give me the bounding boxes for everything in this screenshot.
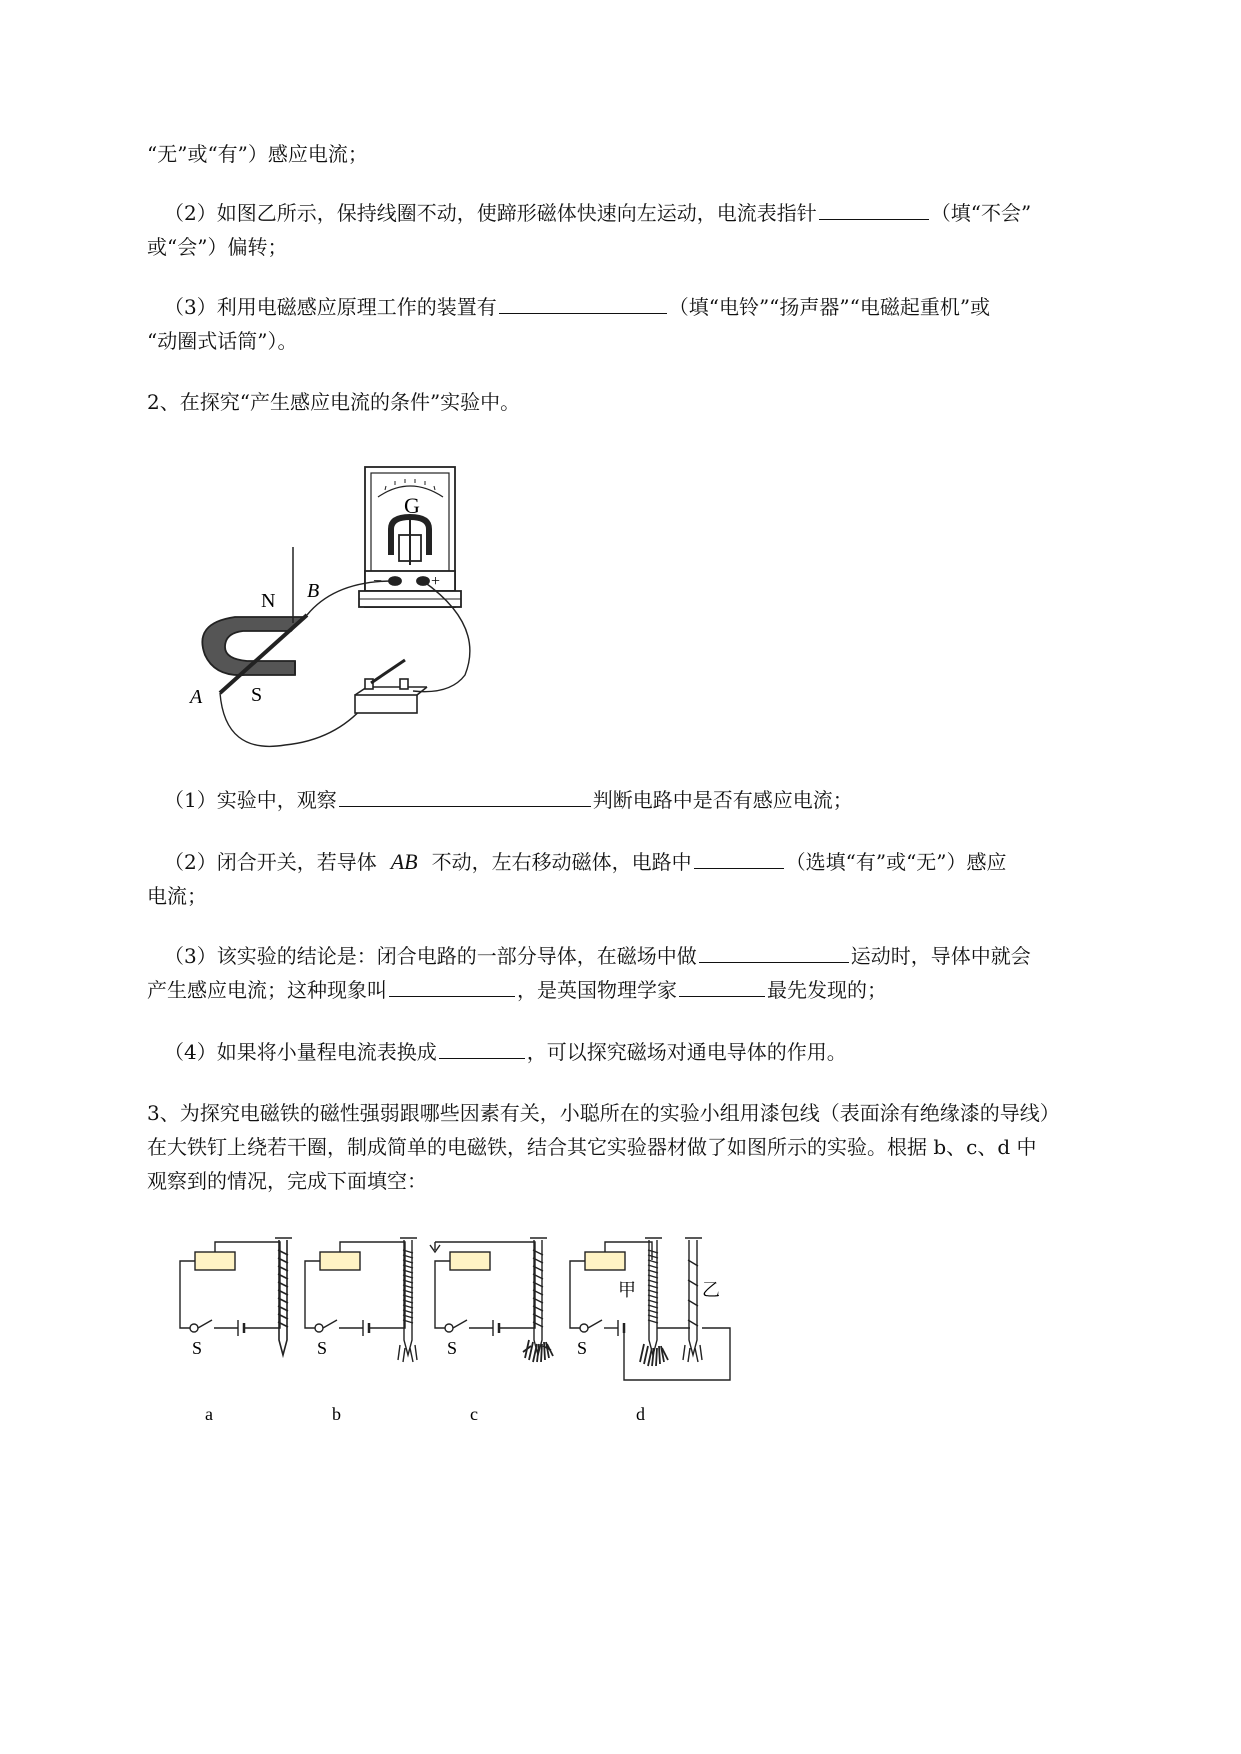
q1-part-3-hint: （填“电铃”“扬声器”“电磁起重机”或 [668, 295, 991, 319]
switch [355, 660, 427, 713]
caption-d: d [636, 1404, 645, 1424]
q2-part-1-text: （1）实验中，观察 [164, 788, 337, 812]
answer-blank[interactable] [679, 976, 765, 997]
q3-line-1: 3、为探究电磁铁的磁性强弱跟哪些因素有关，小聪所在的实验小组用漆包线（表面涂有绝缘漆的导线） [147, 1101, 1060, 1125]
q2-part-3-text: （3）该实验的结论是：闭合电路的一部分导体，在磁场中做 [164, 944, 697, 968]
q2-part-2-cont: 电流； [147, 884, 207, 908]
q2-part-3-text-4: 最先发现的； [767, 978, 887, 1002]
caption-a: a [205, 1404, 213, 1424]
answer-blank[interactable] [699, 942, 849, 963]
q1-part-2-text: （2）如图乙所示，保持线圈不动，使蹄形磁体快速向左运动，电流表指针 [164, 201, 817, 225]
q2-part-3-text-3: ，是英国物理学家 [517, 978, 677, 1002]
answer-blank[interactable] [499, 293, 667, 314]
q1-part-3-text: （3）利用电磁感应原理工作的装置有 [164, 295, 497, 319]
q2-part-3-cont [147, 976, 887, 1004]
q3-line-2: 在大铁钉上绕若干圈，制成简单的电磁铁，结合其它实验器材做了如图所示的实验。根据 b、c、d 中 [147, 1135, 1037, 1159]
horseshoe-magnet [202, 617, 303, 675]
q1-part-3 [164, 293, 990, 321]
galvanometer-label-g: G [404, 493, 420, 518]
q2-part-3 [164, 942, 1031, 970]
circuit-a [180, 1242, 280, 1336]
q2-part-2-mid: 不动，左右移动磁体，电路中 [431, 850, 692, 874]
q3-line-3: 观察到的情况，完成下面填空： [147, 1169, 427, 1193]
circuit-d [570, 1238, 730, 1380]
answer-blank[interactable] [389, 976, 515, 997]
q2-part-2-hint: （选填“有”或“无”）感应 [785, 850, 1007, 874]
q1-part-2-cont: 或“会”）偏转； [147, 235, 288, 259]
conductor-label-a: A [190, 686, 203, 708]
q2-title: 2、在探究“产生感应电流的条件”实验中。 [147, 390, 521, 414]
q2-part-1 [164, 786, 853, 814]
q2-part-1-tail: 判断电路中是否有感应电流； [592, 788, 853, 812]
answer-blank[interactable] [439, 1038, 525, 1059]
answer-blank[interactable] [694, 848, 784, 869]
switch-label-b: S [317, 1338, 328, 1358]
q2-part-3-text-2: 产生感应电流；这种现象叫 [147, 978, 387, 1002]
q1-part-2 [164, 199, 1031, 227]
terminal-minus-label: − [373, 573, 383, 590]
switch-label-a: S [192, 1338, 203, 1358]
coil-label-jia: 甲 [618, 1280, 636, 1300]
magnet-label-s: S [251, 684, 263, 706]
answer-blank[interactable] [819, 199, 929, 220]
q3-figure-electromagnet-experiments [170, 1220, 810, 1430]
q2-part-4 [164, 1038, 847, 1066]
terminal-plus-label: + [431, 573, 441, 590]
q1-part-3-cont: “动圈式话筒”）。 [147, 329, 298, 353]
coil-a [275, 1238, 292, 1355]
switch-label-c: S [447, 1338, 458, 1358]
q2-figure-induction-apparatus [190, 455, 575, 755]
magnet-label-n: N [261, 590, 276, 612]
q2-part-2 [164, 848, 1007, 876]
q2-part-4-tail: ，可以探究磁场对通电导体的作用。 [526, 1040, 847, 1064]
conductor-ab-label: AB [390, 849, 418, 874]
q2-part-4-text: （4）如果将小量程电流表换成 [164, 1040, 437, 1064]
answer-blank[interactable] [339, 786, 591, 807]
q2-part-3-tail: 运动时，导体中就会 [850, 944, 1031, 968]
q1-part-2-hint: （填“不会” [930, 201, 1032, 225]
q1-line-1: “无”或“有”）感应电流； [147, 142, 368, 166]
conductor-label-b: B [307, 580, 320, 602]
caption-c: c [470, 1404, 478, 1424]
switch-label-d: S [577, 1338, 588, 1358]
caption-b: b [332, 1404, 341, 1424]
q2-part-2-text: （2）闭合开关，若导体 [164, 850, 377, 874]
coil-label-yi: 乙 [702, 1280, 720, 1300]
